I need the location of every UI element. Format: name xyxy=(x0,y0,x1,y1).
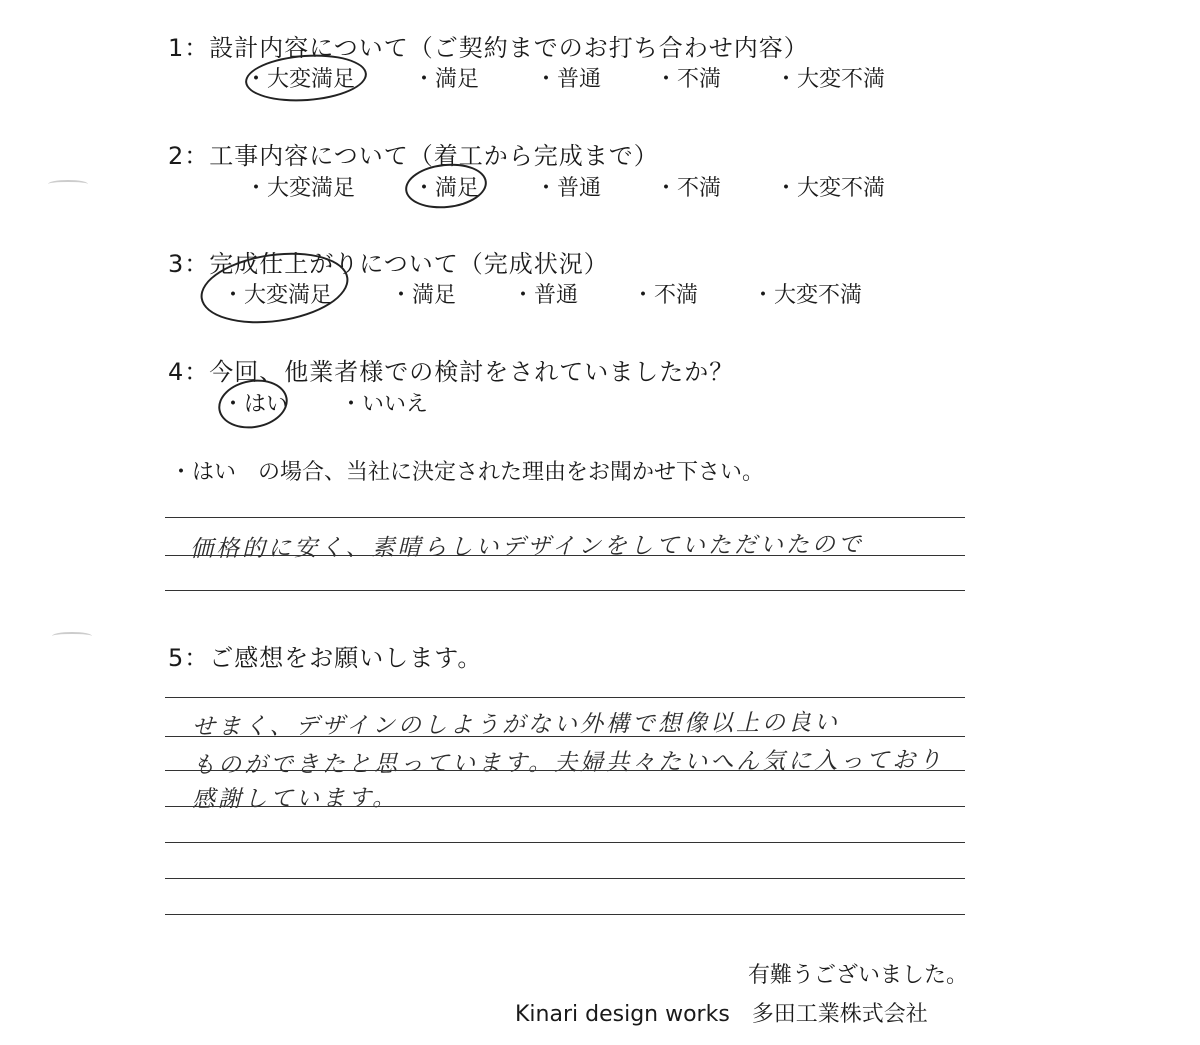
q1-option-very-dissatisfied[interactable]: ・大変不満 xyxy=(775,67,886,92)
q2-option-satisfied[interactable]: ・満足 xyxy=(413,176,480,201)
answer-rule xyxy=(165,736,965,737)
answer-rule xyxy=(165,914,965,915)
q1-option-normal[interactable]: ・普通 xyxy=(535,67,602,92)
reason-prompt: ・はい の場合、当社に決定された理由をお聞かせ下さい。 xyxy=(170,460,765,485)
impression-line-1: せまく、デザインのしようがない外構で想像以上の良い xyxy=(191,709,841,741)
q2-title: 2：工事内容について（着工から完成まで） xyxy=(168,142,659,170)
impression-line-2: ものができたと思っています。夫婦共々たいへん気に入っており xyxy=(191,747,945,779)
q2-option-very-satisfied[interactable]: ・大変満足 xyxy=(245,176,356,201)
q3-title: 3：完成仕上がりについて（完成状況） xyxy=(168,250,609,278)
answer-rule xyxy=(165,517,965,518)
q4-option-no[interactable]: ・いいえ xyxy=(340,392,429,417)
q2-option-normal[interactable]: ・普通 xyxy=(535,176,602,201)
scan-smudge xyxy=(48,180,88,188)
impression-line-3: 感謝しています。 xyxy=(191,785,399,813)
q3-option-satisfied[interactable]: ・満足 xyxy=(390,283,457,308)
q5-title: 5：ご感想をお願いします。 xyxy=(168,644,483,672)
q3-option-normal[interactable]: ・普通 xyxy=(512,283,579,308)
q1-option-very-satisfied[interactable]: ・大変満足 xyxy=(245,67,356,92)
q1-option-satisfied[interactable]: ・満足 xyxy=(413,67,480,92)
answer-rule xyxy=(165,555,965,556)
answer-rule xyxy=(165,878,965,879)
q2-option-dissatisfied[interactable]: ・不満 xyxy=(655,176,722,201)
q3-option-very-dissatisfied[interactable]: ・大変不満 xyxy=(752,283,863,308)
answer-rule xyxy=(165,806,965,807)
q4-option-yes[interactable]: ・はい xyxy=(222,392,289,417)
reason-handwritten-answer: 価格的に安く、素晴らしいデザインをしていただいたので xyxy=(189,531,865,563)
q3-option-very-satisfied[interactable]: ・大変満足 xyxy=(222,283,333,308)
q2-option-very-dissatisfied[interactable]: ・大変不満 xyxy=(775,176,886,201)
q1-option-dissatisfied[interactable]: ・不満 xyxy=(655,67,722,92)
q3-option-dissatisfied[interactable]: ・不満 xyxy=(632,283,699,308)
answer-rule xyxy=(165,697,965,698)
company-name: Kinari design works 多田工業株式会社 xyxy=(515,1002,928,1027)
closing-thanks: 有難うございました。 xyxy=(748,963,969,988)
scan-smudge xyxy=(52,632,92,640)
q1-title: 1：設計内容について（ご契約までのお打ち合わせ内容） xyxy=(168,34,809,62)
answer-rule xyxy=(165,842,965,843)
answer-rule xyxy=(165,590,965,591)
q4-title: 4：今回、他業者様での検討をされていましたか？ xyxy=(168,358,735,386)
answer-rule xyxy=(165,770,965,771)
